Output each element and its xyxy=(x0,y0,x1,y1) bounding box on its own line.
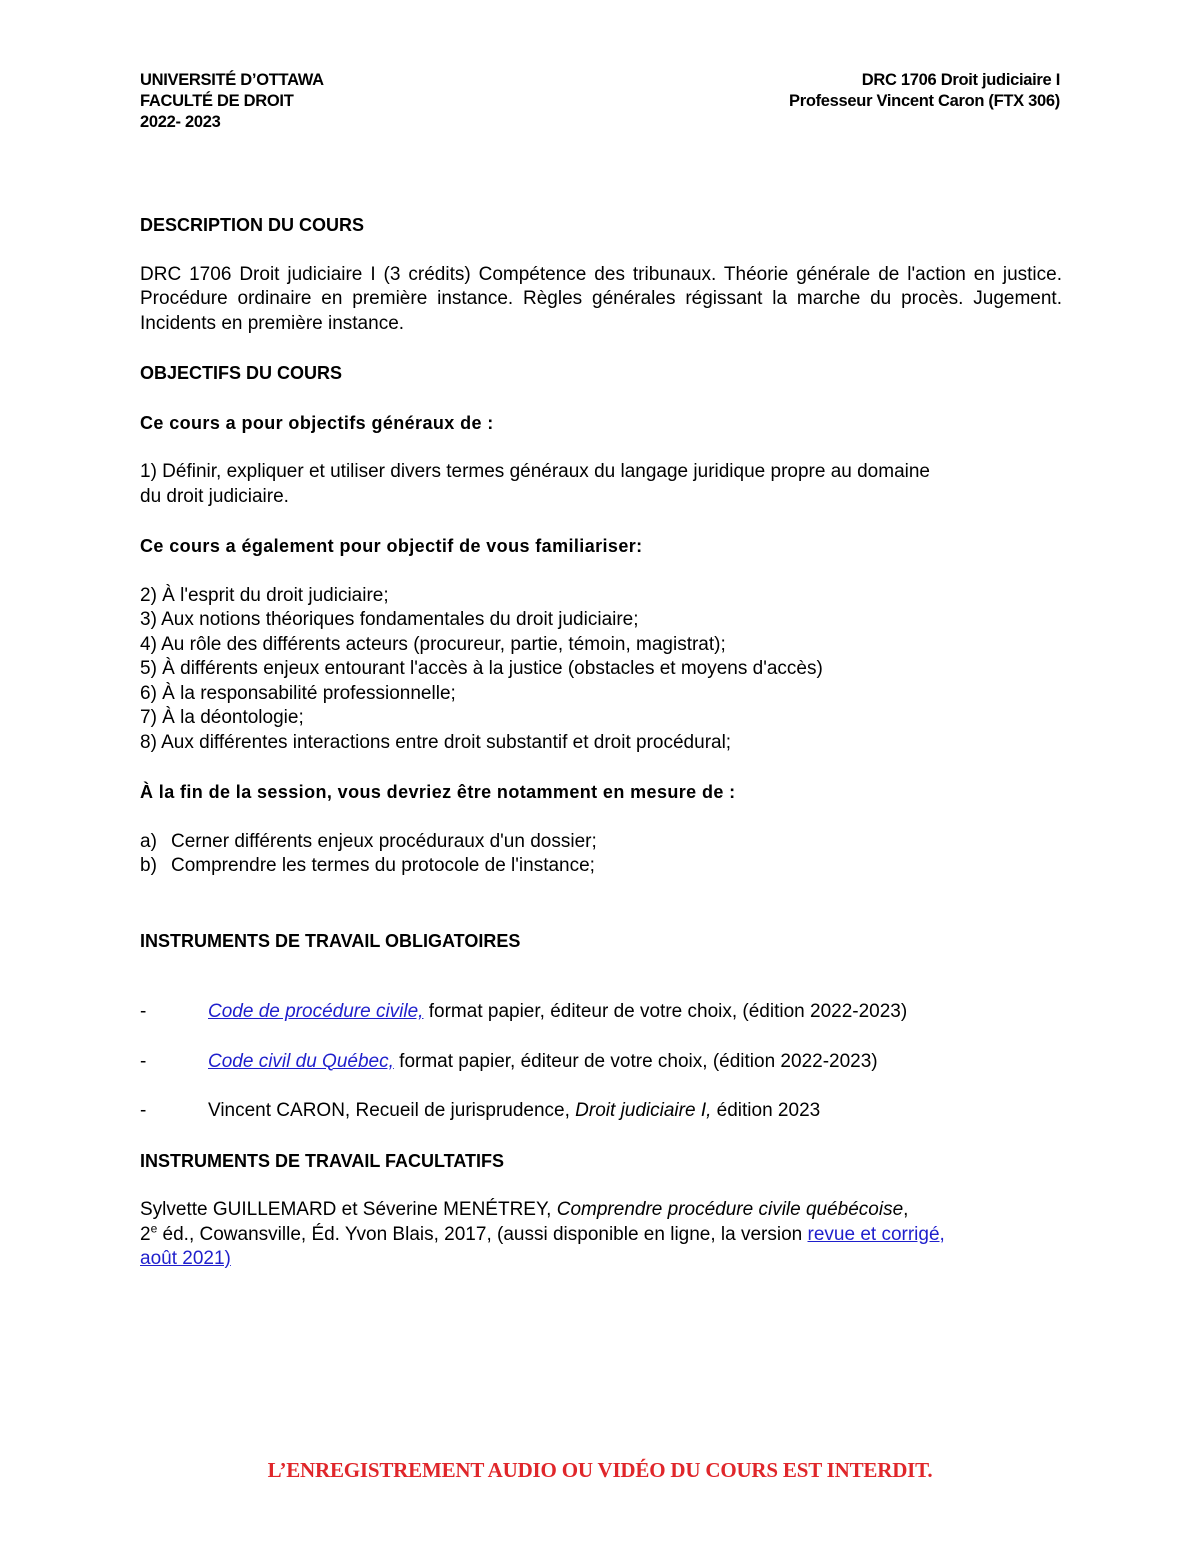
general-objective-line: du droit judiciaire. xyxy=(140,485,289,507)
general-objectives-subheading: Ce cours a pour objectifs généraux de : xyxy=(140,412,494,433)
item-text: format papier, éditeur de votre choix, (édition 2022-2023) xyxy=(393,1050,878,1072)
code-civil-quebec-link[interactable]: Code civil du Québec, xyxy=(208,1050,394,1072)
course-code: DRC 1706 Droit judiciaire I xyxy=(861,71,1060,89)
mandatory-instrument-item xyxy=(140,1050,1062,1075)
code-procedure-civile-link[interactable]: Code de procédure civile, xyxy=(208,1001,424,1022)
revised-version-link-continued[interactable]: août 2021) xyxy=(140,1248,231,1269)
item-label: b) xyxy=(140,855,157,876)
revised-version-link[interactable]: revue et corrigé, xyxy=(807,1223,945,1245)
description-heading: DESCRIPTION DU COURS xyxy=(140,215,365,235)
university-name: UNIVERSITÉ D’OTTAWA xyxy=(140,71,324,89)
header-left xyxy=(140,70,324,133)
objective-item: 3) Aux notions théoriques fondamentales du droit judiciaire; xyxy=(140,609,639,630)
mandatory-instrument-item xyxy=(140,1099,1062,1124)
header-right xyxy=(789,70,1060,112)
punctuation: , xyxy=(903,1199,909,1220)
end-objective-item xyxy=(140,854,1062,879)
professor-name: Professeur Vincent Caron (FTX 306) xyxy=(789,92,1060,110)
academic-year: 2022- 2023 xyxy=(140,113,221,131)
list-dash: - xyxy=(140,1100,147,1121)
end-of-session-subheading: À la fin de la session, vous devriez être notamment en mesure de : xyxy=(140,782,736,802)
recording-prohibited-notice: L’ENREGISTREMENT AUDIO OU VIDÉO DU COURS EST INTERDIT. xyxy=(267,1458,933,1482)
end-objective-item xyxy=(140,830,1062,855)
list-dash: - xyxy=(140,1001,147,1022)
item-text: format papier, éditeur de votre choix, (édition 2022-2023) xyxy=(423,1001,908,1022)
publication-details: éd., Cowansville, Éd. Yvon Blais, 2017, (aussi disponible en ligne, la version xyxy=(157,1223,808,1245)
book-title: Droit judiciaire I, xyxy=(575,1100,712,1121)
objectives-heading: OBJECTIFS DU COURS xyxy=(140,363,343,383)
mandatory-instrument-item xyxy=(140,1000,1062,1025)
objective-item: 6) À la responsabilité professionnelle; xyxy=(140,682,456,704)
item-text: édition 2023 xyxy=(711,1100,821,1121)
edition-number: 2 xyxy=(140,1223,151,1245)
item-label: a) xyxy=(140,830,157,852)
optional-instruments-heading: INSTRUMENTS DE TRAVAIL FACULTATIFS xyxy=(140,1150,504,1171)
faculty-name: FACULTÉ DE DROIT xyxy=(140,92,294,110)
item-text: Comprendre les termes du protocole de l'instance; xyxy=(171,855,595,876)
list-dash: - xyxy=(140,1050,147,1072)
item-text: Cerner différents enjeux procéduraux d'un dossier; xyxy=(171,830,597,852)
item-text: Vincent CARON, Recueil de jurisprudence, xyxy=(208,1100,576,1121)
optional-reference-line xyxy=(140,1198,1062,1223)
objective-item: 7) À la déontologie; xyxy=(140,707,304,728)
objective-item: 5) À différents enjeux entourant l'accès à la justice (obstacles et moyens d'accès) xyxy=(140,658,823,679)
general-objective-line: 1) Définir, expliquer et utiliser divers termes généraux du langage juridique propre au domaine xyxy=(140,461,931,482)
objective-item: 8) Aux différentes interactions entre droit substantif et droit procédural; xyxy=(140,731,732,753)
book-title: Comprendre procédure civile québécoise xyxy=(556,1199,904,1220)
optional-reference-line xyxy=(140,1247,1062,1272)
objective-item: 2) À l'esprit du droit judiciaire; xyxy=(140,584,389,606)
optional-reference-line xyxy=(140,1223,1062,1248)
authors: Sylvette GUILLEMARD et Séverine MENÉTREY, xyxy=(140,1199,557,1220)
document-body xyxy=(140,213,1062,1272)
description-text: DRC 1706 Droit judiciaire I (3 crédits) Compétence des tribunaux. Théorie générale de l'action en justice. Procédure ordinaire en première instance. Règles générales régissant la marche du procès. Jugement. Incidents en première instance. xyxy=(140,263,1062,334)
familiar-objectives-subheading: Ce cours a également pour objectif de vous familiariser: xyxy=(140,536,643,556)
mandatory-instruments-heading: INSTRUMENTS DE TRAVAIL OBLIGATOIRES xyxy=(140,930,521,951)
edition-suffix: e xyxy=(150,1221,158,1236)
objective-item: 4) Au rôle des différents acteurs (procureur, partie, témoin, magistrat); xyxy=(140,633,726,655)
